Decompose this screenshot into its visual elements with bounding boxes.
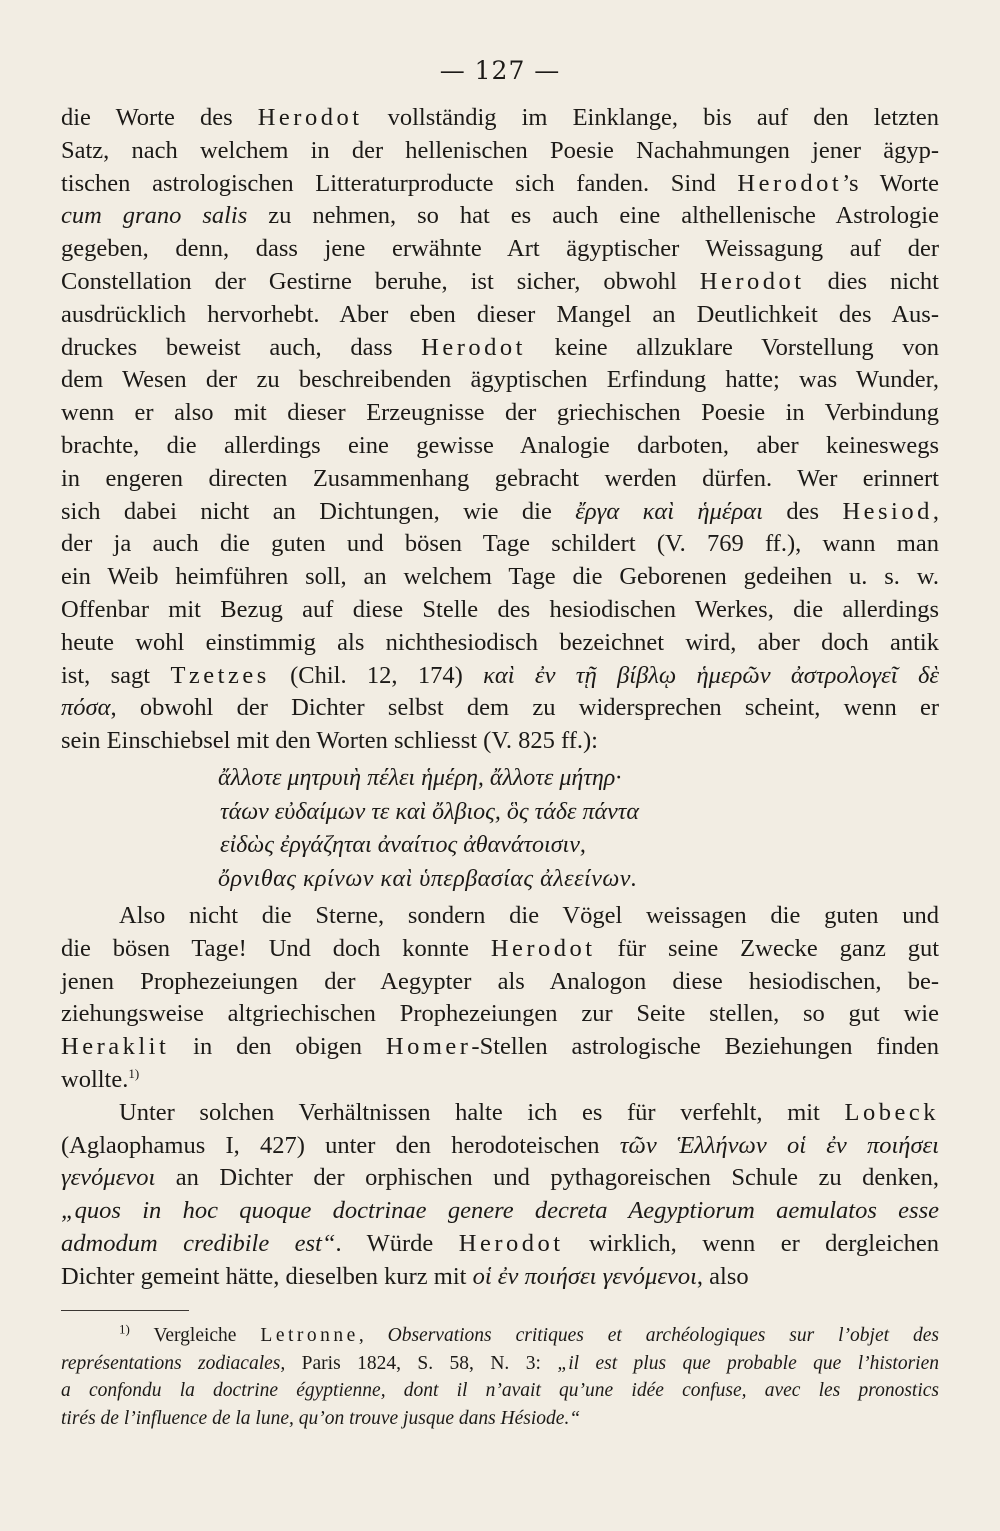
italic-run: admodum credibile est“ (61, 1229, 336, 1257)
text-line (61, 1350, 939, 1378)
text-run: die Worte des (61, 104, 258, 131)
text-line (61, 364, 939, 397)
text-run: heute wohl einstimmig als nichthesiodisch bezeichnet wird, aber doch antik (61, 628, 939, 656)
text-run: dem Wesen der zu beschreibenden ägyptischen Erfindung hatte; was Wunder, (61, 366, 939, 394)
text-line (61, 692, 939, 725)
text-line (61, 1261, 939, 1294)
spaced-name: Tzetzes (170, 661, 270, 689)
text-run: . Würde (335, 1229, 459, 1257)
text-line (61, 1097, 939, 1130)
spaced-name: Herodot (257, 104, 363, 131)
spaced-name: Herodot (421, 333, 526, 361)
text-line (61, 1377, 939, 1405)
greek-verse-quotation (218, 762, 738, 896)
spaced-name: Heraklit (61, 1033, 170, 1061)
italic-run: καὶ ἐν τῇ βίβλῳ ἡμερῶν ἀστρολογεῖ δὲ (483, 661, 939, 689)
text-run: Offenbar mit Bezug auf diese Stelle des hesiodischen Werkes, die allerdings (61, 595, 939, 623)
text-run: sein Einschiebsel mit den Worten schliesst (V. 825 ff.): (61, 727, 598, 755)
text-run: Satz, nach welchem in der hellenischen Poesie Nachahmungen jener ägyp- (61, 136, 939, 164)
text-line (61, 1064, 939, 1097)
text-run: Vergleiche (129, 1325, 261, 1346)
text-run: an Dichter der orphischen und pythagoreischen Schule zu denken, (155, 1164, 939, 1192)
spaced-name: Lobeck (844, 1098, 939, 1126)
text-line (61, 299, 939, 332)
italic-run: τῶν Ἑλλήνων οἱ ἐν ποιήσει (619, 1131, 939, 1159)
text-run: Constellation der Gestirne beruhe, ist sicher, obwohl (61, 267, 700, 295)
text-run: tischen astrologischen Litteraturproducte sich fanden. Sind (61, 169, 738, 197)
text-run: der ja auch die guten und bösen Tage schildert (V. 769 ff.), wann man (61, 530, 939, 558)
text-run: wirklich, wenn er dergleichen (563, 1229, 939, 1257)
italic-run: représentations zodiacales, (61, 1352, 286, 1374)
text-line (61, 168, 939, 201)
text-line (61, 1322, 939, 1350)
italic-run: ἔργα καὶ ἡμέραι (575, 497, 763, 525)
text-run: Dichter gemeint hätte, dieselben kurz mit (61, 1262, 473, 1290)
text-run: die bösen Tage! Und doch konnte (61, 934, 491, 962)
text-run: , (358, 1325, 388, 1346)
text-line (61, 660, 939, 693)
spaced-name: Homer (385, 1033, 472, 1061)
text-run: ist, sagt (61, 661, 171, 689)
text-run: keine allzuklare Vorstellung von (525, 333, 939, 361)
text-line (61, 627, 939, 660)
paragraph-lobeck (61, 1097, 939, 1294)
spaced-name: Hesiod (842, 497, 933, 525)
text-run: (Aglaophamus I, 427) unter den herodoteischen (61, 1131, 620, 1159)
text-line (61, 1031, 939, 1064)
text-line (61, 463, 939, 496)
text-line (61, 1195, 939, 1228)
text-run: (Chil. 12, 174) (269, 661, 484, 689)
paragraph-vogel (61, 900, 939, 1097)
text-run: Also nicht die Sterne, sondern die Vögel weissagen die guten und (119, 902, 939, 929)
text-line (61, 900, 939, 933)
spaced-name: Herodot (458, 1229, 564, 1257)
footnote-marker: 1) (128, 1065, 140, 1081)
text-line (61, 1405, 939, 1433)
footnote (61, 1322, 939, 1432)
verse-line: ἄλλοτε μητρυιὴ πέλει ἡμέρη, ἄλλοτε μήτηρ· (218, 765, 622, 791)
text-run: ein Weib heimführen soll, an welchem Tage die Geborenen gedeihen u. s. w. (61, 563, 939, 591)
italic-run: a confondu la doctrine égyptienne, dont il n’avait qu’une idée confuse, avec les pronostics (61, 1380, 939, 1401)
text-run: gegeben, denn, dass jene erwähnte Art ägyptischer Weissagung auf der (61, 235, 939, 263)
text-run: dies nicht (804, 267, 939, 295)
text-run: Paris 1824, S. 58, N. 3: (285, 1352, 558, 1374)
verse-line: εἰδὼς ἐργάζηται ἀναίτιος ἀθανάτοισιν, (220, 832, 586, 858)
text-run: für seine Zwecke ganz gut (595, 934, 940, 962)
text-line (61, 496, 939, 529)
italic-run: πόσα (61, 694, 111, 722)
text-run: zu nehmen, so hat es auch eine althellenische Astrologie (247, 202, 939, 230)
footnote-divider (61, 1310, 189, 1311)
text-line (61, 266, 939, 299)
text-run: jenen Prophezeiungen der Aegypter als Analogon diese hesiodischen, be- (61, 967, 939, 995)
text-run: druckes beweist auch, dass (61, 333, 422, 361)
spaced-name: Letronne (260, 1325, 359, 1346)
text-line (61, 725, 939, 758)
text-line (61, 430, 939, 463)
text-line (61, 1162, 939, 1195)
text-run: in den obigen (169, 1033, 386, 1061)
italic-run: Observations critiques et archéologiques sur l’objet des (387, 1325, 939, 1346)
text-run: des (762, 497, 843, 525)
text-line (61, 1130, 939, 1163)
text-line (61, 998, 939, 1031)
italic-run: „il est plus que probable que l’historien (557, 1352, 940, 1374)
text-run: -Stellen astrologische Beziehungen finden (471, 1033, 939, 1061)
italic-run: tirés de l’influence de la lune, qu’on trouve jusque dans Hésiode.“ (61, 1407, 581, 1429)
text-run: Unter solchen Verhältnissen halte ich es für verfehlt, mit (119, 1098, 845, 1126)
text-line (61, 966, 939, 999)
verse-line: ὄρνιθας κρίνων καὶ ὑπερβασίας ἀλεείνων. (218, 865, 638, 892)
text-line (61, 594, 939, 627)
main-paragraph (61, 102, 939, 758)
text-run: , (932, 497, 939, 525)
text-run: ziehungsweise altgriechischen Prophezeiungen zur Seite stellen, so gut wie (61, 1000, 939, 1028)
text-run: ’s Worte (842, 169, 939, 197)
text-line (61, 561, 939, 594)
text-run: wenn er also mit dieser Erzeugnisse der griechischen Poesie in Verbindung (61, 399, 939, 427)
text-run: ausdrücklich hervorhebt. Aber eben dieser Mangel an Deutlichkeit des Aus- (61, 300, 939, 328)
text-line (61, 1228, 939, 1261)
verse-line: τάων εὐδαίμων τε καὶ ὄλβιος, ὃς τάδε πάντα (220, 798, 639, 825)
text-line (61, 200, 939, 233)
text-line (61, 933, 939, 966)
spaced-name: Herodot (699, 267, 805, 295)
text-line (61, 135, 939, 168)
spaced-name: Herodot (737, 169, 843, 197)
text-line (61, 397, 939, 430)
text-run: in engeren directen Zusammenhang gebracht werden dürfen. Wer erinnert (61, 464, 939, 492)
italic-run: „quos in hoc quoque doctrinae genere decreta Aegyptiorum aemulatos esse (61, 1197, 939, 1225)
italic-run: cum grano salis (61, 202, 248, 230)
text-run: brachte, die allerdings eine gewisse Analogie darboten, aber keineswegs (61, 431, 939, 459)
text-line (61, 528, 939, 561)
footnote-marker: 1) (119, 1321, 130, 1337)
text-run: sich dabei nicht an Dichtungen, wie die (61, 497, 576, 525)
text-run: wollte. (61, 1065, 129, 1093)
text-line (61, 332, 939, 365)
text-run: vollständig im Einklange, bis auf den letzten (362, 104, 939, 131)
italic-run: γενόμενοι (61, 1164, 156, 1192)
italic-run: οἱ ἐν ποιήσει γενόμενοι (472, 1262, 697, 1290)
text-run: , obwohl der Dichter selbst dem zu widersprechen scheint, wenn er (110, 694, 939, 722)
text-run: , also (696, 1262, 749, 1290)
spaced-name: Herodot (490, 934, 596, 962)
page-number: — 127 — (439, 56, 561, 85)
text-line (61, 233, 939, 266)
continuation-paragraphs (61, 900, 939, 1294)
text-line (61, 102, 939, 135)
